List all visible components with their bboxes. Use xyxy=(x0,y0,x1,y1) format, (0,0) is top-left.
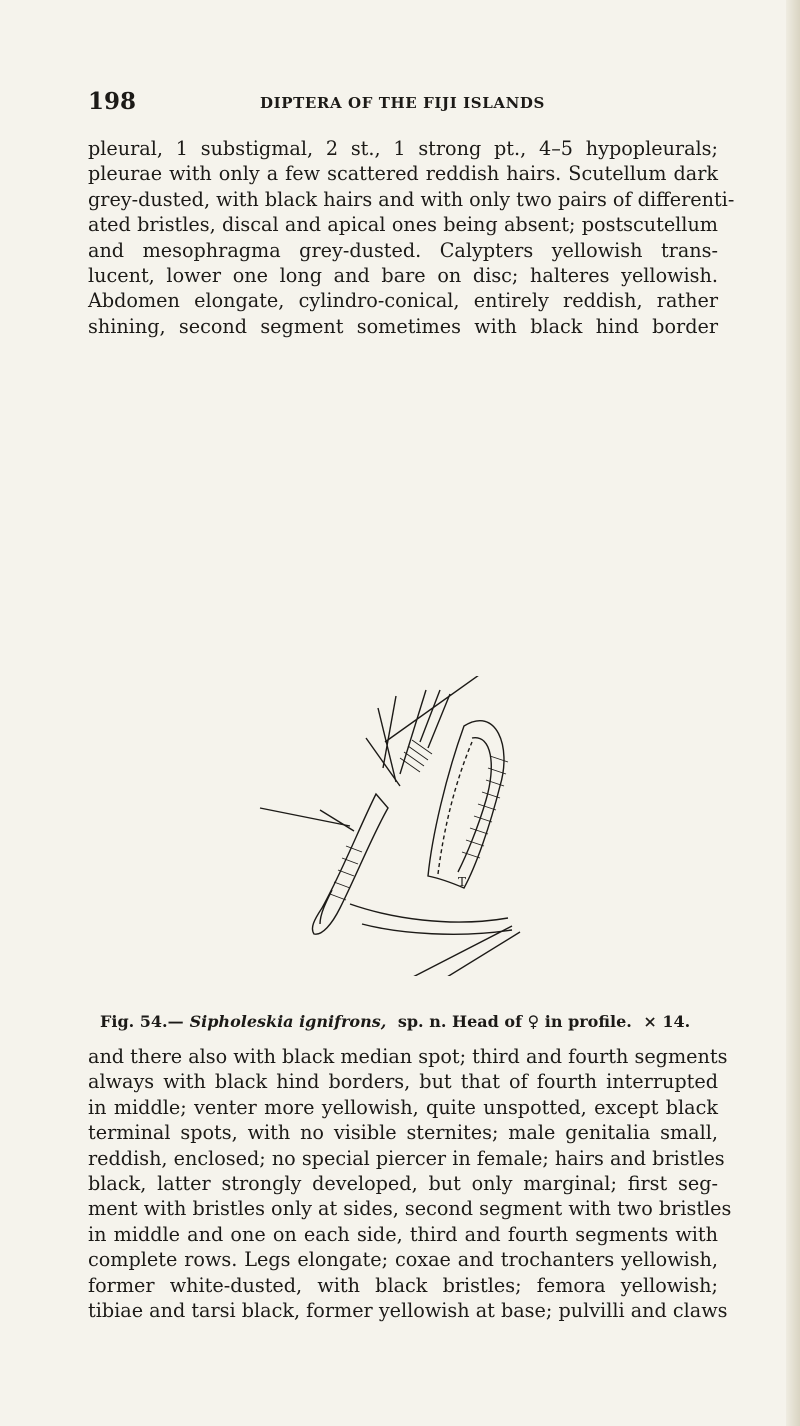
text-line: and mesophragma grey-dusted. Calypters yellowish trans- xyxy=(88,238,718,262)
text-line: pleurae with only a few scattered reddish hairs. Scutellum dark xyxy=(88,162,718,186)
paragraph-bottom xyxy=(88,1044,732,1323)
text-line: pleural, 1 substigmal, 2 st., 1 strong pt., 4–5 hypopleurals; xyxy=(88,137,718,160)
caption-species: Sipholeskia ignifrons, xyxy=(189,1012,387,1031)
text-line: black, latter strongly developed, but only marginal; first seg- xyxy=(88,1172,718,1196)
text-line: in middle; venter more yellowish, quite unspotted, except black xyxy=(88,1095,718,1119)
text-line: shining, second segment sometimes with black hind border xyxy=(88,314,718,338)
text-line: complete rows. Legs elongate; coxae and trochanters yellowish, xyxy=(88,1248,718,1272)
text-line: reddish, enclosed; no special piercer in female; hairs and bristles xyxy=(88,1146,725,1170)
page-number: 198 xyxy=(88,88,137,115)
text-line: former white-dusted, with black bristles; femora yellowish; xyxy=(88,1273,718,1297)
caption-description: sp. n. Head of ♀ in profile. xyxy=(397,1012,632,1031)
text-line: in middle and one on each side, third and fourth segments with xyxy=(88,1222,718,1246)
caption-magnification: × 14. xyxy=(643,1012,691,1031)
text-line: terminal spots, with no visible sternites; male genitalia small, xyxy=(88,1121,718,1145)
figure-marker-label: T xyxy=(458,875,467,889)
text-line: and there also with black median spot; third and fourth segments xyxy=(88,1045,728,1068)
head-profile-illustration xyxy=(250,676,550,976)
page-edge xyxy=(786,0,800,1426)
text-line: ated bristles, discal and apical ones being absent; postscutellum xyxy=(88,213,718,237)
text-line: always with black hind borders, but that of fourth interrupted xyxy=(88,1070,718,1094)
caption-fig-label: Fig. 54.— xyxy=(100,1012,184,1031)
figure-caption xyxy=(100,1012,696,1031)
text-line: grey-dusted, with black hairs and with only two pairs of differenti- xyxy=(88,187,735,211)
page-header xyxy=(88,88,718,118)
text-line: Abdomen elongate, cylindro-conical, entirely reddish, rather xyxy=(88,289,718,313)
text-line: tibiae and tarsi black, former yellowish at base; pulvilli and claws xyxy=(88,1299,728,1323)
running-title: DIPTERA OF THE FIJI ISLANDS xyxy=(260,94,545,112)
text-line: ment with bristles only at sides, second segment with two bristles xyxy=(88,1197,732,1221)
text-line: lucent, lower one long and bare on disc; halteres yellowish. xyxy=(88,264,718,288)
paragraph-top xyxy=(88,136,735,339)
